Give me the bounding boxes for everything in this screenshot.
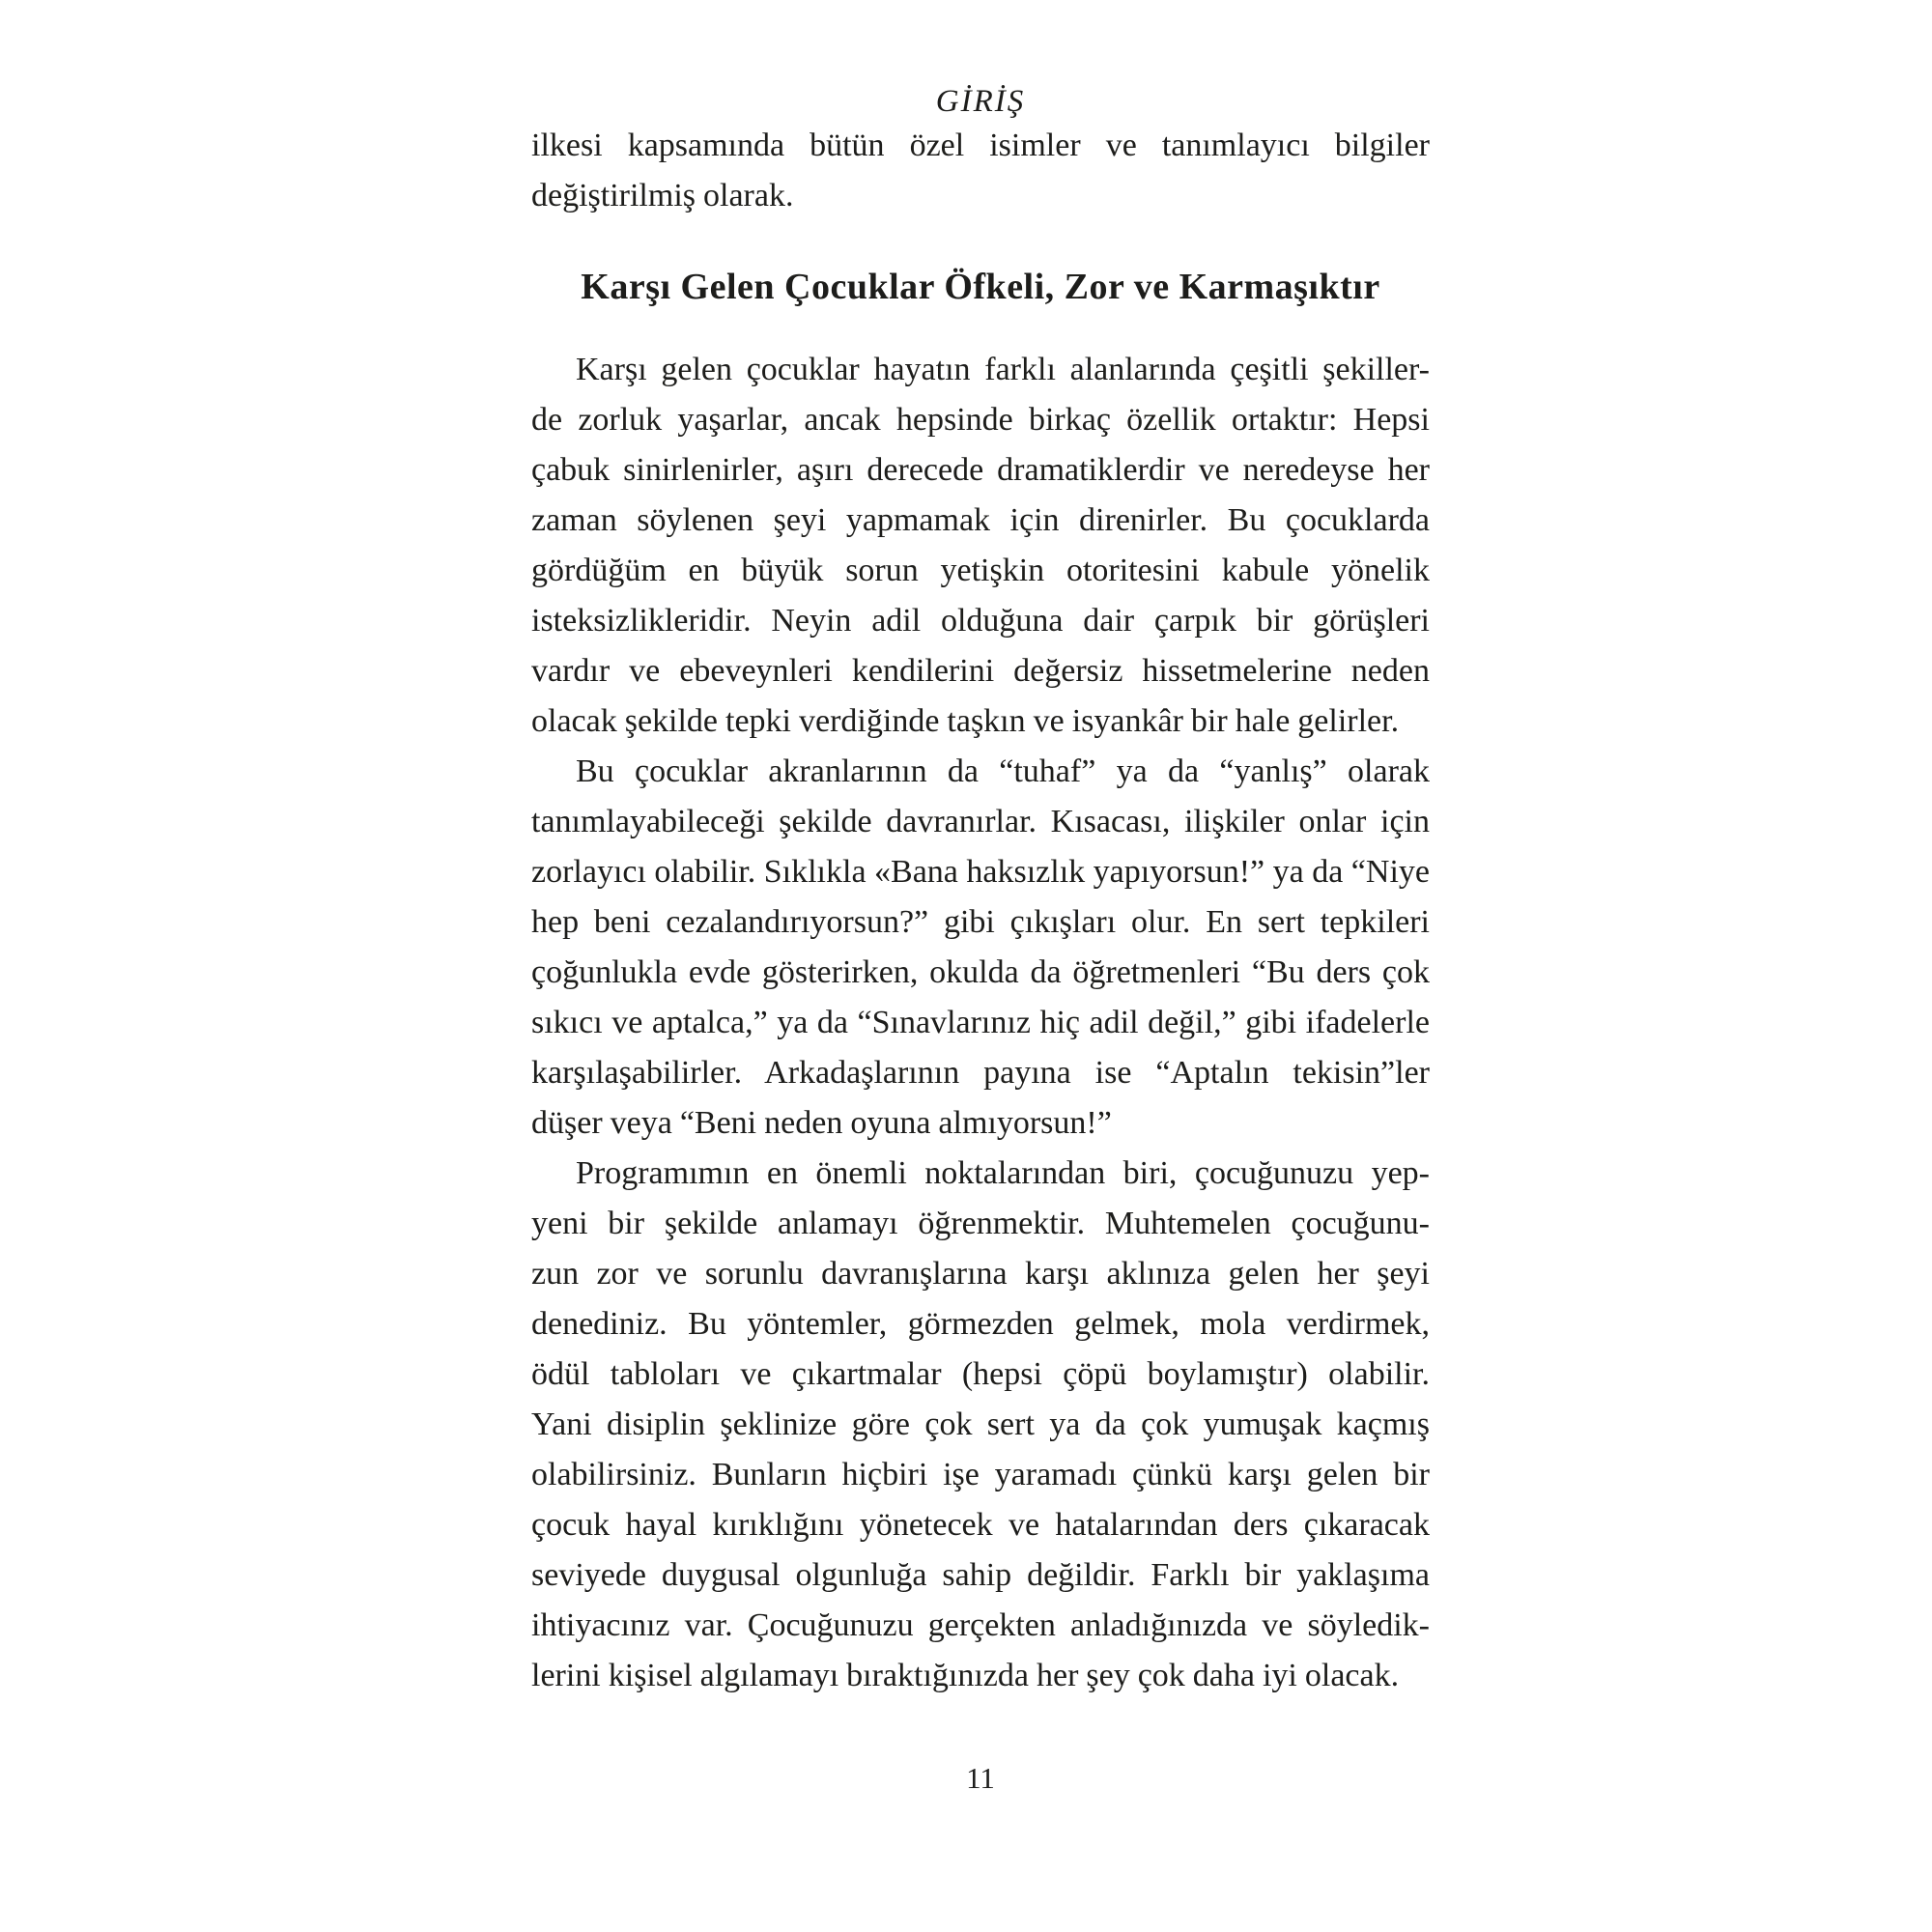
text-line: değiştirilmiş olarak. — [531, 178, 794, 213]
text-line: çabuk sinirlenirler, aşırı derecede dramatiklerdir ve neredeyse her — [531, 452, 1430, 488]
text-line: Yani disiplin şeklinize göre çok sert ya da çok yumuşak kaçmış — [531, 1406, 1430, 1442]
text-line: de zorluk yaşarlar, ancak hepsinde birkaç özellik ortaktır: Hepsi — [531, 402, 1430, 438]
text-line: zorlayıcı olabilir. Sıklıkla «Bana haksızlık yapıyorsun!” ya da “Niye — [531, 854, 1430, 890]
text-line: Bu çocuklar akranlarının da “tuhaf” ya da “yanlış” olarak — [576, 753, 1430, 789]
text-line: Programımın en önemli noktalarından biri, çocuğunuzu yep- — [576, 1155, 1430, 1191]
text-line: ihtiyacınız var. Çocuğunuzu gerçekten anladığınızda ve söyledik- — [531, 1607, 1430, 1643]
text-line: düşer veya “Beni neden oyuna almıyorsun!” — [531, 1105, 1112, 1141]
paragraph — [531, 1149, 1430, 1701]
text-column — [531, 0, 1430, 1798]
text-line: tanımlayabileceği şekilde davranırlar. Kısacası, ilişkiler onlar için — [531, 804, 1430, 839]
text-line: ödül tabloları ve çıkartmalar (hepsi çöpü boylamıştır) olabilir. — [531, 1356, 1430, 1392]
text-line: Karşı gelen çocuklar hayatın farklı alanlarında çeşitli şekiller- — [576, 352, 1430, 387]
body-text — [531, 121, 1430, 1701]
text-line: hep beni cezalandırıyorsun?” gibi çıkışları olur. En sert tepkileri — [531, 904, 1430, 940]
page-number: 11 — [966, 1761, 995, 1795]
text-line: çocuk hayal kırıklığını yönetecek ve hatalarından ders çıkaracak — [531, 1507, 1430, 1543]
text-line: vardır ve ebeveynleri kendilerini değersiz hissetmelerine neden — [531, 653, 1430, 689]
text-line: çoğunlukla evde gösterirken, okulda da öğretmenleri “Bu ders çok — [531, 954, 1430, 990]
text-line: olacak şekilde tepki verdiğinde taşkın ve isyankâr bir hale gelirler. — [531, 703, 1400, 739]
paragraph — [531, 747, 1430, 1149]
text-line: karşılaşabilirler. Arkadaşlarının payına ise “Aptalın tekisin”ler — [531, 1055, 1430, 1091]
text-line: denediniz. Bu yöntemler, görmezden gelmek, mola verdirmek, — [531, 1306, 1430, 1342]
text-line: isteksizlikleridir. Neyin adil olduğuna dair çarpık bir görüşleri — [531, 603, 1430, 639]
paragraph — [531, 121, 1430, 221]
section-heading: Karşı Gelen Çocuklar Öfkeli, Zor ve Karmaşıktır — [581, 267, 1380, 307]
text-line: zun zor ve sorunlu davranışlarına karşı aklınıza gelen her şeyi — [531, 1256, 1430, 1292]
running-head: GİRİŞ — [935, 84, 1026, 119]
text-line: yeni bir şekilde anlamayı öğrenmektir. Muhtemelen çocuğunu- — [531, 1206, 1430, 1241]
paragraph — [531, 345, 1430, 747]
text-line: olabilirsiniz. Bunların hiçbiri işe yaramadı çünkü karşı gelen bir — [531, 1457, 1430, 1492]
text-line: lerini kişisel algılamayı bıraktığınızda her şey çok daha iyi olacak. — [531, 1658, 1400, 1693]
text-line: gördüğüm en büyük sorun yetişkin otoritesini kabule yönelik — [531, 553, 1430, 588]
text-line: ilkesi kapsamında bütün özel isimler ve tanımlayıcı bilgiler — [531, 128, 1430, 163]
text-line: sıkıcı ve aptalca,” ya da “Sınavlarınız hiç adil değil,” gibi ifadelerle — [531, 1005, 1430, 1040]
text-line: seviyede duygusal olgunluğa sahip değildir. Farklı bir yaklaşıma — [531, 1557, 1430, 1593]
text-line: zaman söylenen şeyi yapmamak için direnirler. Bu çocuklarda — [531, 502, 1430, 538]
